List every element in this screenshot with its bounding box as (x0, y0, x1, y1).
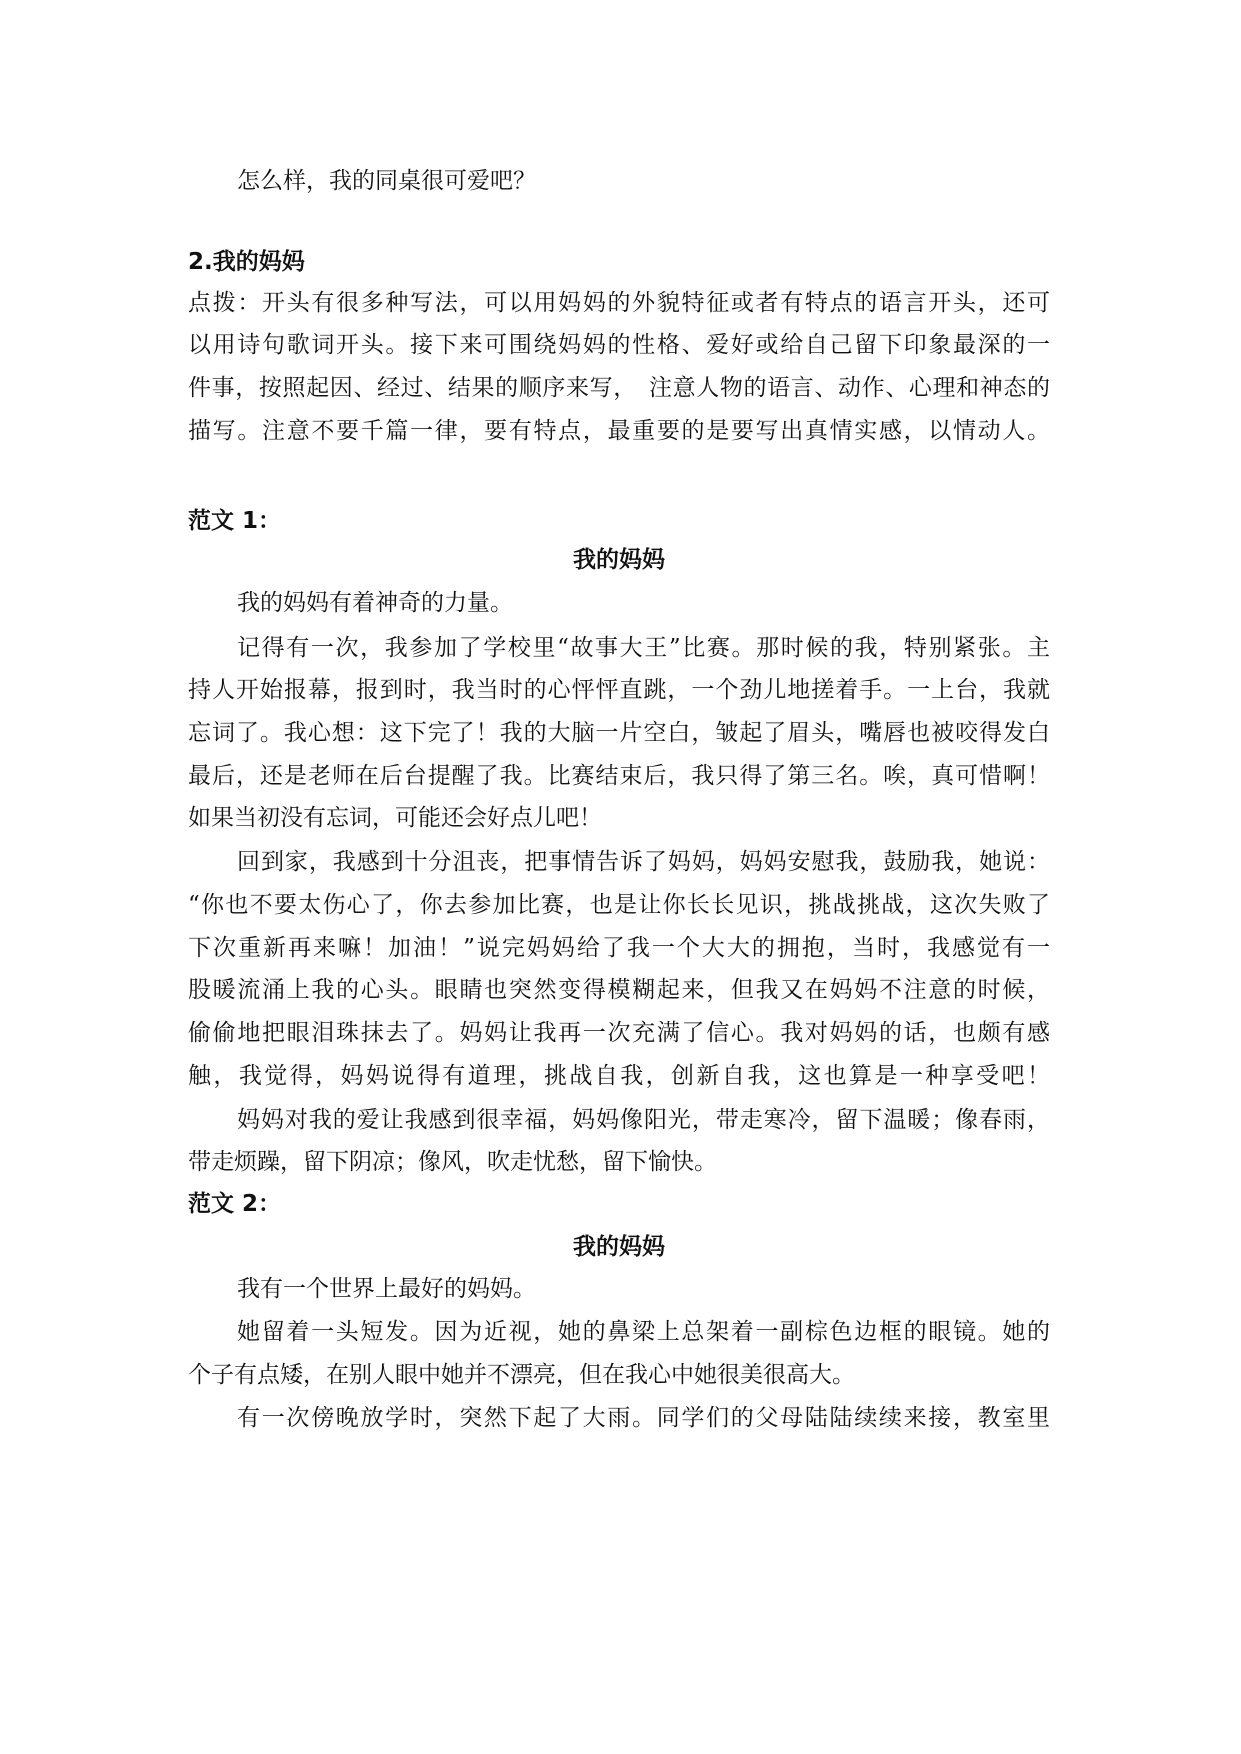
paragraph-line: 持人开始报幕，报到时，我当时的心怦怦直跳，一个劲儿地搓着手。一上台，我就 (188, 677, 1050, 703)
essay-title: 我的妈妈 (573, 547, 665, 573)
tip-line: 点拨：开头有很多种写法，可以用妈妈的外貌特征或者有特点的语言开头，还可 (188, 290, 1050, 316)
paragraph-line: 回到家，我感到十分沮丧，把事情告诉了妈妈，妈妈安慰我，鼓励我，她说： (237, 849, 1050, 875)
tip-line: 件事，按照起因、经过、结果的顺序来写， 注意人物的语言、动作、心理和神态的 (188, 375, 1050, 401)
paragraph-line: 她留着一头短发。因为近视，她的鼻梁上总架着一副棕色边框的眼镜。她的 (237, 1319, 1050, 1345)
paragraph-line: 下次重新再来嘛！加油！”说完妈妈给了我一个大大的拥抱，当时，我感觉有一 (188, 935, 1050, 961)
paragraph-line: 个子有点矮，在别人眼中她并不漂亮，但在我心中她很美很高大。 (188, 1362, 855, 1388)
paragraph-line: 我有一个世界上最好的妈妈。 (237, 1276, 536, 1302)
paragraph-line: 忘词了。我心想：这下完了！我的大脑一片空白，皱起了眉头，嘴唇也被咬得发白 (188, 720, 1050, 746)
essay-label: 范文 2： (188, 1191, 282, 1217)
paragraph-line: 如果当初没有忘词，可能还会好点儿吧！ (188, 805, 602, 831)
paragraph-line: 最后，还是老师在后台提醒了我。比赛结束后，我只得了第三名。唉，真可惜啊！ (188, 763, 1050, 789)
paragraph-line: 偷偷地把眼泪珠抹去了。妈妈让我再一次充满了信心。我对妈妈的话，也颇有感 (188, 1020, 1050, 1046)
tip-line: 描写。注意不要千篇一律，要有特点，最重要的是要写出真情实感，以情动人。 (188, 418, 1050, 444)
paragraph-line: 股暖流涌上我的心头。眼睛也突然变得模糊起来，但我又在妈妈不注意的时候， (188, 977, 1050, 1003)
tip-line: 以用诗句歌词开头。接下来可围绕妈妈的性格、爱好或给自己留下印象最深的一 (188, 332, 1050, 358)
paragraph-line: 带走烦躁，留下阴凉；像风，吹走忧愁，留下愉快。 (188, 1149, 717, 1175)
essay-title: 我的妈妈 (573, 1234, 665, 1260)
paragraph-line: 我的妈妈有着神奇的力量。 (237, 590, 513, 616)
paragraph-line: 有一次傍晚放学时，突然下起了大雨。同学们的父母陆陆续续来接，教室里 (237, 1405, 1050, 1431)
paragraph-line: “你也不要太伤心了，你去参加比赛，也是让你长长见识，挑战挑战，这次失败了 (188, 892, 1050, 918)
paragraph-line: 触，我觉得，妈妈说得有道理，挑战自我，创新自我，这也算是一种享受吧！ (188, 1063, 1050, 1089)
section-heading: 2.我的妈妈 (188, 249, 305, 275)
paragraph-line: 记得有一次，我参加了学校里“故事大王”比赛。那时候的我，特别紧张。主 (237, 635, 1050, 661)
paragraph-line: 妈妈对我的爱让我感到很幸福，妈妈像阳光，带走寒冷，留下温暖；像春雨， (237, 1107, 1050, 1133)
essay-label: 范文 1： (188, 508, 282, 534)
closing-line: 怎么样，我的同桌很可爱吧？ (237, 168, 536, 194)
